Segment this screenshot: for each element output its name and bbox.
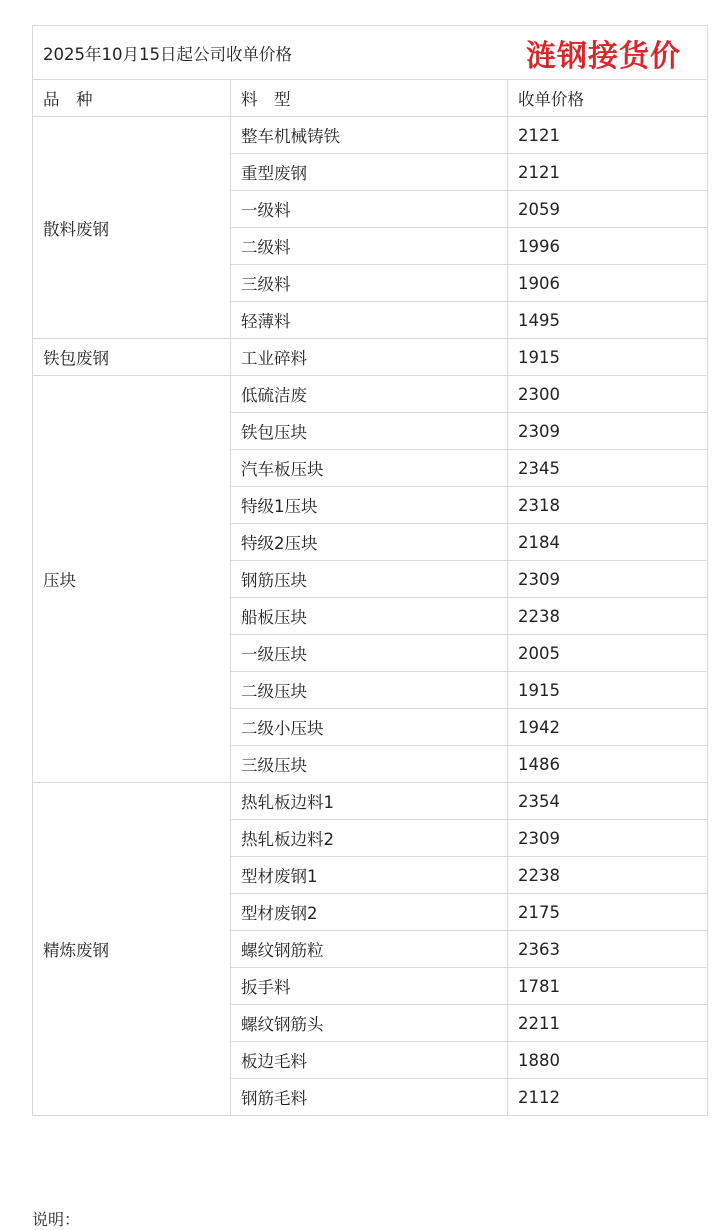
category-cell: 散料废钢 — [33, 117, 231, 339]
type-cell: 热轧板边料1 — [231, 783, 508, 820]
type-cell: 轻薄料 — [231, 302, 508, 339]
stamp-label: 涟钢接货价 — [526, 38, 682, 74]
column-header-category: 品 种 — [33, 80, 231, 117]
type-cell: 二级小压块 — [231, 709, 508, 746]
price-cell: 2318 — [508, 487, 708, 524]
type-cell: 热轧板边料2 — [231, 820, 508, 857]
price-cell: 1996 — [508, 228, 708, 265]
type-cell: 螺纹钢筋粒 — [231, 931, 508, 968]
price-cell: 2211 — [508, 1005, 708, 1042]
type-cell: 扳手料 — [231, 968, 508, 1005]
category-cell: 精炼废钢 — [33, 783, 231, 1116]
type-cell: 二级压块 — [231, 672, 508, 709]
type-cell: 型材废钢2 — [231, 894, 508, 931]
price-cell: 1915 — [508, 672, 708, 709]
type-cell: 钢筋毛料 — [231, 1079, 508, 1116]
type-cell: 螺纹钢筋头 — [231, 1005, 508, 1042]
type-cell: 一级料 — [231, 191, 508, 228]
price-cell: 2354 — [508, 783, 708, 820]
price-cell: 2309 — [508, 413, 708, 450]
price-cell: 1880 — [508, 1042, 708, 1079]
type-cell: 型材废钢1 — [231, 857, 508, 894]
type-cell: 特级2压块 — [231, 524, 508, 561]
table-row — [33, 117, 708, 154]
price-cell: 2175 — [508, 894, 708, 931]
type-cell: 三级料 — [231, 265, 508, 302]
category-cell: 铁包废钢 — [33, 339, 231, 376]
table-row — [33, 783, 708, 820]
type-cell: 三级压块 — [231, 746, 508, 783]
type-cell: 特级1压块 — [231, 487, 508, 524]
column-header-type: 料 型 — [231, 80, 508, 117]
price-cell: 1942 — [508, 709, 708, 746]
price-cell: 2300 — [508, 376, 708, 413]
price-cell: 2121 — [508, 117, 708, 154]
category-cell: 压块 — [33, 376, 231, 783]
price-cell: 2309 — [508, 561, 708, 598]
title-cell — [33, 26, 708, 80]
page-title: 2025年10月15日起公司收单价格 — [43, 44, 292, 64]
type-cell: 一级压块 — [231, 635, 508, 672]
price-table — [32, 25, 708, 1116]
price-cell: 2059 — [508, 191, 708, 228]
type-cell: 重型废钢 — [231, 154, 508, 191]
type-cell: 钢筋压块 — [231, 561, 508, 598]
table-row — [33, 376, 708, 413]
type-cell: 汽车板压块 — [231, 450, 508, 487]
type-cell: 板边毛料 — [231, 1042, 508, 1079]
price-sheet — [32, 25, 707, 1116]
price-cell: 2112 — [508, 1079, 708, 1116]
header-row — [33, 80, 708, 117]
type-cell: 二级料 — [231, 228, 508, 265]
price-cell: 2363 — [508, 931, 708, 968]
type-cell: 低硫洁废 — [231, 376, 508, 413]
price-cell: 1906 — [508, 265, 708, 302]
type-cell: 整车机械铸铁 — [231, 117, 508, 154]
title-row — [33, 26, 708, 80]
type-cell: 铁包压块 — [231, 413, 508, 450]
type-cell: 船板压块 — [231, 598, 508, 635]
price-cell: 2121 — [508, 154, 708, 191]
price-cell: 2184 — [508, 524, 708, 561]
table-row — [33, 339, 708, 376]
column-header-price: 收单价格 — [508, 80, 708, 117]
type-cell: 工业碎料 — [231, 339, 508, 376]
price-cell: 1486 — [508, 746, 708, 783]
price-cell: 2309 — [508, 820, 708, 857]
price-cell: 2238 — [508, 598, 708, 635]
footer-note: 说明： — [32, 1210, 81, 1229]
price-cell: 2005 — [508, 635, 708, 672]
price-cell: 2238 — [508, 857, 708, 894]
price-cell: 1495 — [508, 302, 708, 339]
price-cell: 1915 — [508, 339, 708, 376]
price-cell: 1781 — [508, 968, 708, 1005]
price-cell: 2345 — [508, 450, 708, 487]
